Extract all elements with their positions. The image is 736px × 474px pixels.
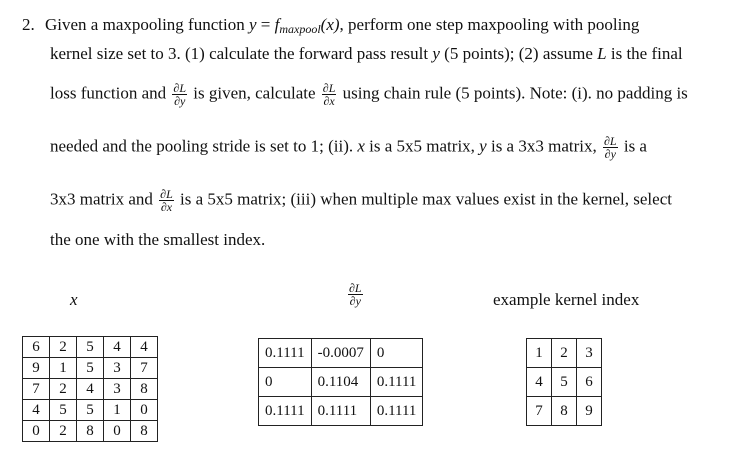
problem-line-6: the one with the smallest index. (50, 230, 266, 249)
frac-num: ∂L (173, 81, 187, 95)
frac-den: ∂x (160, 200, 173, 214)
dldy-matrix-label (346, 282, 365, 307)
table-cell: 4 (77, 379, 104, 400)
text: is the final (606, 44, 683, 63)
table-cell: 3 (104, 358, 131, 379)
frac-den: ∂y (174, 94, 186, 108)
x-matrix-row (23, 337, 158, 358)
text: kernel size set to 3. (1) calculate the forward pass result (50, 44, 433, 63)
var-y: y (432, 44, 440, 63)
text: using chain rule (5 points). Note: (i). no padding is (338, 83, 688, 103)
table-cell: 5 (77, 358, 104, 379)
text: 3x3 matrix and (50, 189, 158, 209)
table-cell: 0.1104 (311, 368, 370, 397)
text: is a 5x5 matrix, (364, 136, 480, 156)
table-cell: 8 (131, 421, 158, 442)
table-cell: 0 (259, 368, 312, 397)
table-cell: 0.1111 (259, 397, 312, 426)
table-cell: 6 (23, 337, 50, 358)
table-cell: 5 (77, 400, 104, 421)
table-cell: 7 (131, 358, 158, 379)
table-cell: 2 (50, 337, 77, 358)
table-cell: 0.1111 (311, 397, 370, 426)
var-y: y (248, 15, 257, 34)
table-cell: 2 (50, 379, 77, 400)
fraction-dl-dy (348, 282, 363, 307)
fraction-dl-dx (159, 188, 174, 213)
table-cell: 0.1111 (370, 368, 423, 397)
fraction-dl-dx (322, 82, 337, 107)
table-cell: 1 (527, 339, 552, 368)
text: needed and the pooling stride is set to 1; (ii). (50, 136, 358, 156)
dldy-matrix-row (259, 397, 423, 426)
x-matrix-label: x (70, 290, 78, 309)
frac-den: ∂y (604, 147, 616, 161)
problem-line-5 (50, 188, 672, 213)
table-cell: 2 (50, 421, 77, 442)
table-cell: 0 (104, 421, 131, 442)
x-matrix-row (23, 421, 158, 442)
kernel-index-matrix (526, 338, 602, 426)
kernel-index-label: example kernel index (493, 290, 640, 309)
var-y: y (479, 136, 487, 156)
dldy-matrix-row (259, 368, 423, 397)
problem-line-3 (50, 82, 688, 107)
var-f: f (274, 15, 280, 34)
kernel-index-row (527, 339, 602, 368)
table-cell: 4 (23, 400, 50, 421)
problem-number: 2. (22, 15, 35, 34)
fraction-dl-dy (172, 82, 187, 107)
x-matrix-row (23, 400, 158, 421)
table-cell: 0 (370, 339, 423, 368)
table-cell: 6 (577, 368, 602, 397)
table-cell: 1 (104, 400, 131, 421)
x-matrix (22, 336, 158, 442)
text: (5 points); (2) assume (439, 44, 598, 63)
table-cell: 5 (50, 400, 77, 421)
text: is a (619, 136, 647, 156)
table-cell: 3 (104, 379, 131, 400)
text: = (256, 15, 275, 34)
table-cell: 8 (131, 379, 158, 400)
text: is given, calculate (189, 83, 320, 103)
table-cell: 4 (527, 368, 552, 397)
frac-num: ∂L (322, 81, 336, 95)
table-cell: 8 (552, 397, 577, 426)
frac-den: ∂y (349, 294, 361, 308)
table-cell: 8 (77, 421, 104, 442)
text: is a 5x5 matrix; (iii) when multiple max values exist in the kernel, select (175, 189, 672, 209)
table-cell: 5 (552, 368, 577, 397)
table-cell: 4 (104, 337, 131, 358)
frac-num: ∂L (603, 134, 617, 148)
frac-den: ∂x (323, 94, 335, 108)
frac-num: ∂L (160, 187, 173, 201)
kernel-index-row (527, 368, 602, 397)
text: loss function and (50, 83, 171, 103)
table-cell: 5 (77, 337, 104, 358)
problem-line-2 (50, 44, 683, 64)
dldy-matrix (258, 338, 423, 426)
table-cell: 0 (131, 400, 158, 421)
table-cell: 2 (552, 339, 577, 368)
text: , perform one step maxpooling with pooling (339, 15, 640, 34)
table-cell: 7 (527, 397, 552, 426)
table-cell: 4 (131, 337, 158, 358)
table-cell: 9 (577, 397, 602, 426)
var-L: L (597, 44, 607, 63)
problem-line-1 (22, 15, 639, 39)
dldy-matrix-row (259, 339, 423, 368)
table-cell: 3 (577, 339, 602, 368)
table-cell: 0.1111 (370, 397, 423, 426)
text: Given a maxpooling function (45, 15, 249, 34)
subscript-maxpool: maxpool (279, 22, 321, 36)
fraction-dl-dy (603, 135, 618, 160)
frac-num: ∂L (349, 281, 362, 295)
table-cell: 0.1111 (259, 339, 312, 368)
x-matrix-row (23, 358, 158, 379)
table-cell: 0 (23, 421, 50, 442)
table-cell: -0.0007 (311, 339, 370, 368)
kernel-index-row (527, 397, 602, 426)
table-cell: 9 (23, 358, 50, 379)
var-x: (x) (320, 15, 340, 34)
text: is a 3x3 matrix, (486, 136, 601, 156)
x-matrix-row (23, 379, 158, 400)
var-x: x (357, 136, 365, 156)
table-cell: 7 (23, 379, 50, 400)
problem-line-4 (50, 135, 647, 160)
table-cell: 1 (50, 358, 77, 379)
